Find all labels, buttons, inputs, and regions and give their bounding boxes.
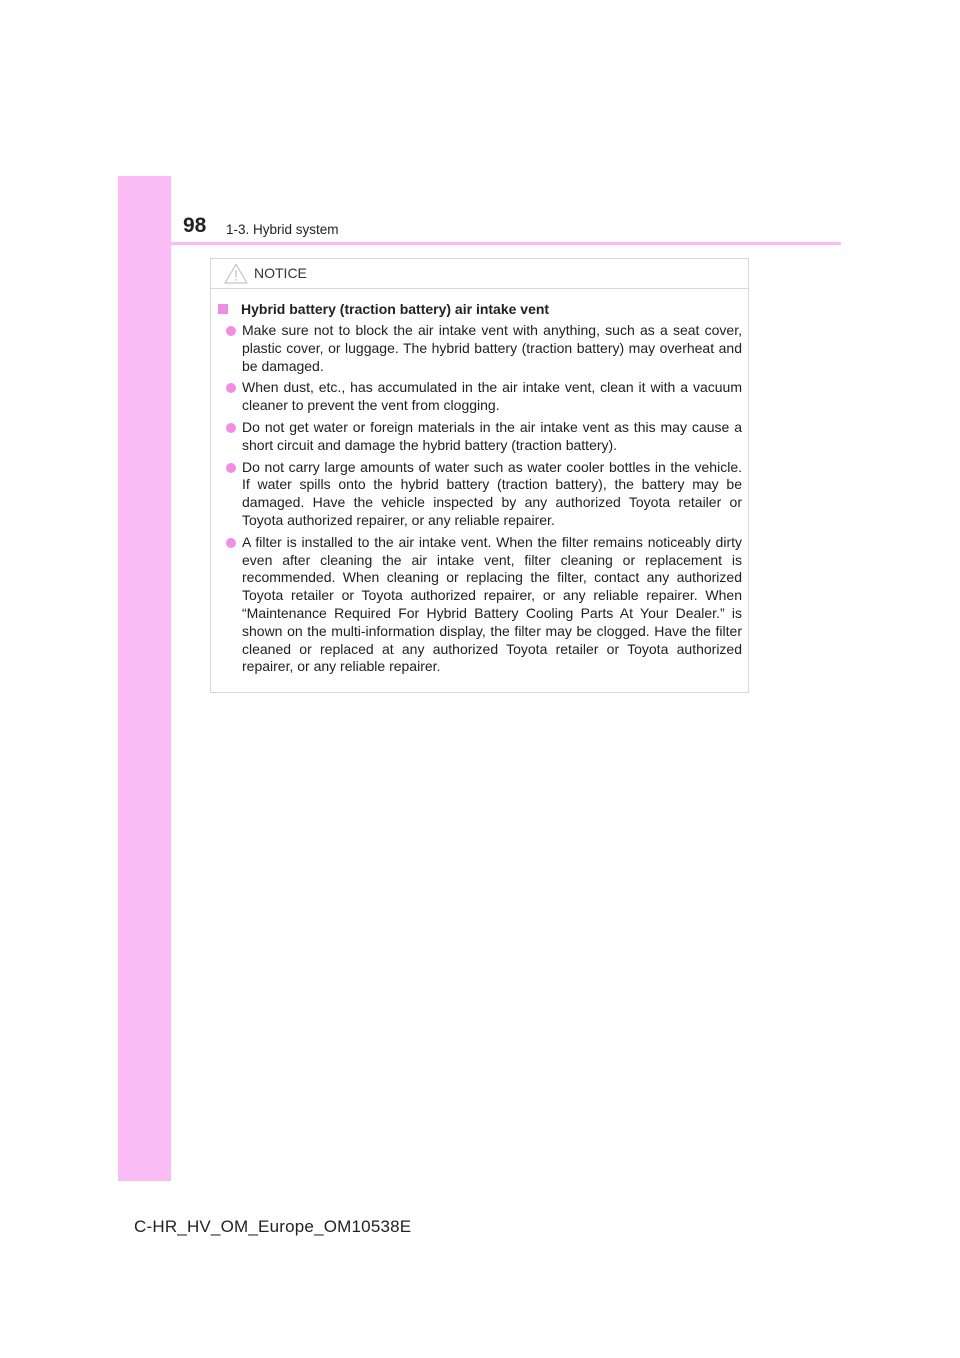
square-bullet-icon [218,304,228,314]
page-number: 98 [183,214,207,237]
list-item [211,322,748,375]
notice-box [210,258,749,693]
dot-bullet-icon [226,538,236,548]
notice-heading-text: Hybrid battery (traction battery) air intake vent [241,301,550,317]
notice-body [211,301,748,680]
notice-items [211,322,748,676]
list-item-text: Do not get water or foreign materials in the air intake vent as this may cause a short circuit and damage the hybrid battery (traction battery). [242,418,742,453]
list-item [211,419,748,455]
list-item-text: Make sure not to block the air intake vent with anything, such as a seat cover, plastic cover, or luggage. The hybrid battery (traction battery) may overheat and be damaged. [242,322,742,374]
notice-header [211,259,748,289]
notice-heading [211,301,748,318]
document-code: C-HR_HV_OM_Europe_OM10538E [134,1217,412,1236]
dot-bullet-icon [226,326,236,336]
list-item-text: Do not carry large amounts of water such as water cooler bottles in the vehicle. If water spills onto the hybrid battery (traction battery), the battery may be damaged. Have the vehicle inspected by any authorized Toyota retailer or Toyota authorized repairer, or any reliable repairer. [242,458,742,528]
dot-bullet-icon [226,463,236,473]
list-item-text: A filter is installed to the air intake vent. When the filter remains noticeably dirty even after cleaning the air intake vent, filter cleaning or replacement is recommended. When cleaning or replacing the filter, contact any authorized Toyota retailer or Toyota authorized repairer, or any reliable repairer. When “Maintenance Required For Hybrid Battery Cooling Parts At Your Dealer.” is shown on the multi-information display, the filter may be clogged. Have the filter cleaned or replaced at any authorized Toyota retailer or Toyota authorized repairer, or any reliable repairer. [242,533,742,675]
section-title: 1-3. Hybrid system [226,222,339,237]
warning-triangle-icon [224,263,248,284]
list-item-text: When dust, etc., has accumulated in the air intake vent, clean it with a vacuum cleaner to prevent the vent from clogging. [242,379,742,414]
list-item [211,459,748,530]
list-item [211,534,748,676]
notice-label: NOTICE [254,265,307,281]
list-item [211,379,748,415]
dot-bullet-icon [226,383,236,393]
side-tab-band [118,176,171,1181]
dot-bullet-icon [226,423,236,433]
header-rule [118,242,841,245]
